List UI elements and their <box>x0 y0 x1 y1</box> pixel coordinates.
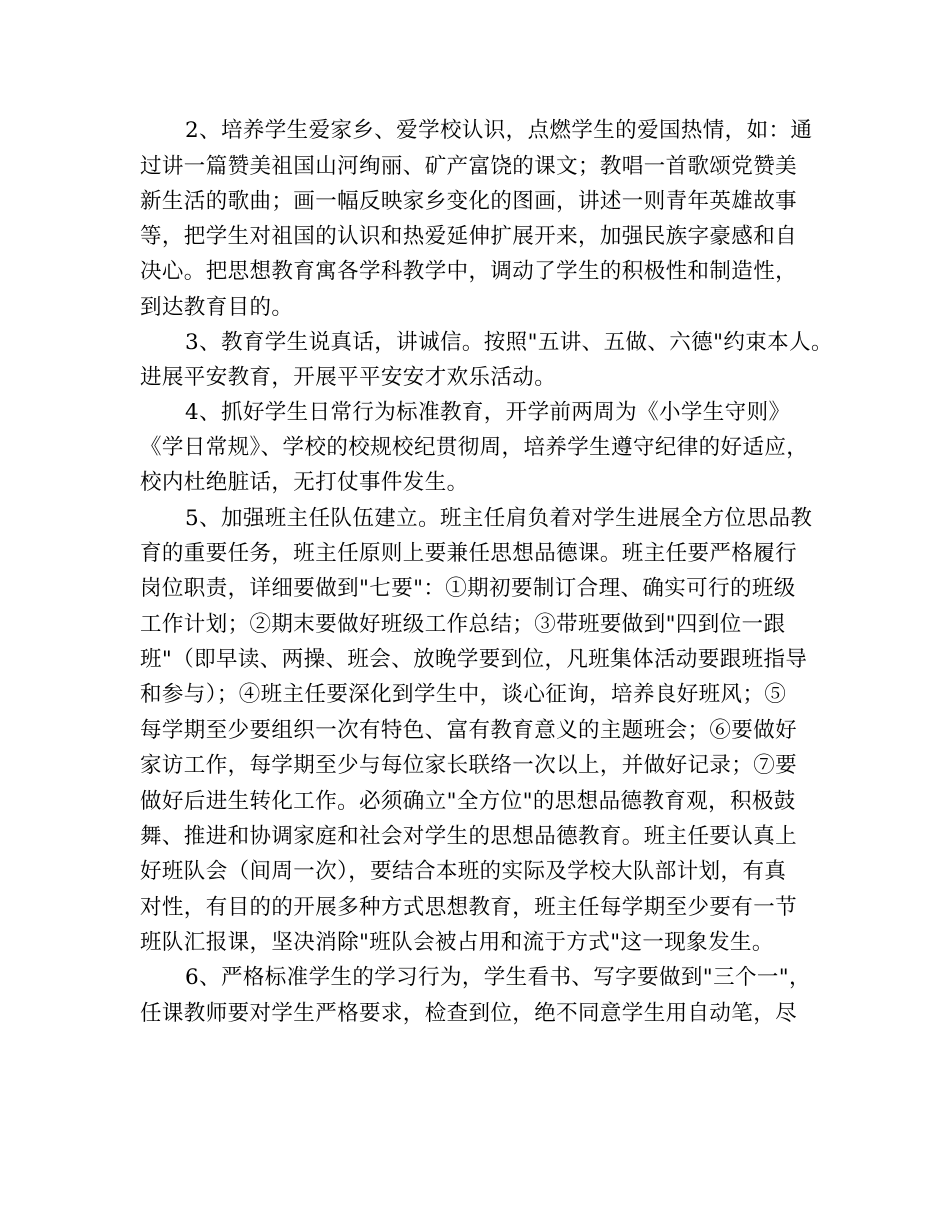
paragraph-5-line-4: 工作计划；②期末要做好班级工作总结；③带班要做到"四到位一跟 <box>140 612 786 637</box>
paragraph-5-line-7: 每学期至少要组织一次有特色、富有教育意义的主题班会；⑥要做好 <box>140 718 798 743</box>
paragraph-5-line-5: 班"（即早读、两操、班会、放晚学要到位，凡班集体活动要跟班指导 <box>140 647 808 672</box>
paragraph-4-line-1: 4、抓好学生日常行为标准教育，开学前两周为《小学生守则》 <box>185 400 791 425</box>
paragraph-5-line-8: 家访工作，每学期至少与每位家长联络一次以上，并做好记录；⑦要 <box>140 753 798 778</box>
paragraph-5-line-9: 做好后进生转化工作。必须确立"全方位"的思想品德教育观，积极鼓 <box>140 789 796 814</box>
paragraph-5-line-3: 岗位职责，详细要做到"七要"：①期初要制订合理、确实可行的班级 <box>140 576 796 601</box>
paragraph-5-line-1: 5、加强班主任队伍建立。班主任肩负着对学生进展全方位思品教 <box>185 506 813 531</box>
paragraph-2-line-3: 新生活的歌曲；画一幅反映家乡变化的图画，讲述一则青年英雄故事 <box>140 189 798 214</box>
paragraph-5-line-2: 育的重要任务，班主任原则上要兼任思想品德课。班主任要严格履行 <box>140 541 798 566</box>
paragraph-2-line-2: 过讲一篇赞美祖国山河绚丽、矿产富饶的课文；教唱一首歌颂党赞美 <box>140 154 798 179</box>
paragraph-4-line-3: 校内杜绝脏话，无打仗事件发生。 <box>140 470 469 495</box>
paragraph-3-line-2: 进展平安教育，开展平平安安才欢乐活动。 <box>140 365 557 390</box>
paragraph-5-line-11: 好班队会（间周一次），要结合本班的实际及学校大队部计划，有真 <box>140 859 787 884</box>
paragraph-2-line-6: 到达教育目的。 <box>140 295 294 320</box>
paragraph-2-line-1: 2、培养学生爱家乡、爱学校认识，点燃学生的爱国热情，如：通 <box>185 118 813 143</box>
paragraph-2-line-4: 等，把学生对祖国的认识和热爱延伸扩展开来，加强民族字豪感和自 <box>140 224 798 249</box>
paragraph-6-line-2: 任课教师要对学生严格要求，检查到位，绝不同意学生用自动笔，尽 <box>140 1001 798 1026</box>
paragraph-4-line-2: 《学日常规》、学校的校规校纪贯彻周，培养学生遵守纪律的好适应， <box>140 435 809 460</box>
paragraph-6-line-1: 6、严格标准学生的学习行为，学生看书、写字要做到"三个一"， <box>185 965 811 990</box>
paragraph-5-line-12: 对性，有目的的开展多种方式思想教育，班主任每学期至少要有一节 <box>140 895 798 920</box>
paragraph-5-line-6: 和参与）；④班主任要深化到学生中，谈心征询，培养良好班风；⑤ <box>140 682 787 707</box>
paragraph-3-line-1: 3、教育学生说真话，讲诚信。按照"五讲、五做、六德"约束本人。 <box>185 330 833 355</box>
paragraph-2-line-5: 决心。把思想教育寓各学科教学中，调动了学生的积极性和制造性， <box>140 259 798 284</box>
paragraph-5-line-13: 班队汇报课，坚决消除"班队会被占用和流于方式"这一现象发生。 <box>140 930 774 955</box>
paragraph-5-line-10: 舞、推进和协调家庭和社会对学生的思想品德教育。班主任要认真上 <box>140 824 798 849</box>
